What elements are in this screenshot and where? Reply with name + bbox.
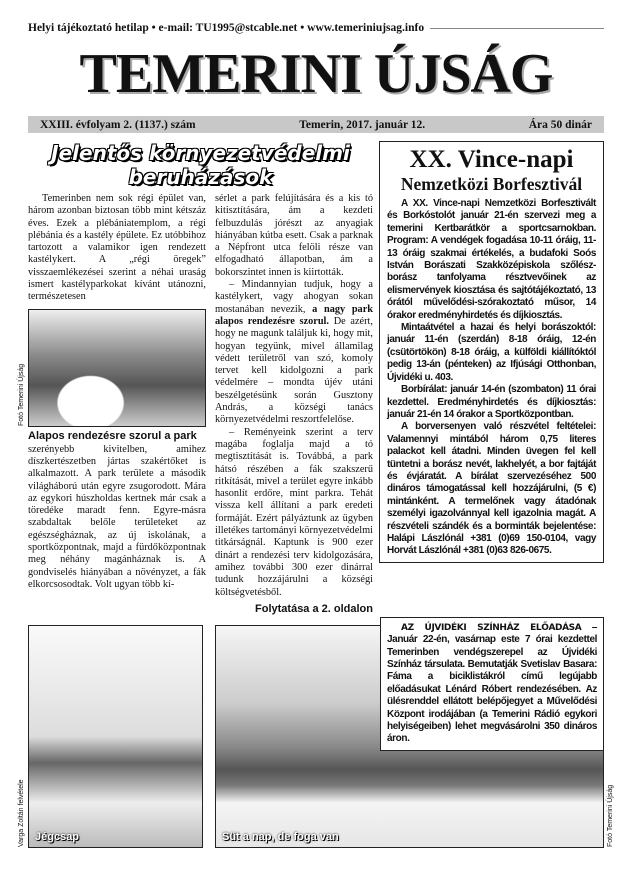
highlight: a nagy park alapos rendezésre szorul.: [215, 303, 373, 327]
box-title: XX. Vince-napi: [409, 146, 574, 173]
photo-caption: Jégcsap: [35, 830, 80, 843]
photo-caption: Alapos rendezésre szorul a park: [28, 429, 197, 442]
main-headline: Jelentős környezetvédelmi beruházások: [51, 141, 350, 189]
theatre-box: AZ ÚJVIDÉKI SZÍNHÁZ ELŐADÁSA – Január 22-én, vasárnap este 7 órai kezdettel Temerinben vendégszerepel az Újvidéki Színház társulata. Bemutatják Svetislav Basara: Fáma a biciklistákról című legújabb előadásukat Lénárd Róbert rendezésében. Az ülésrenddel ellátott belépőjegyet a Művelődési Központ irodájában (a Temerini Rádió egykori helyiségeiben) lehet megvásárolni 350 dináros áron.: [380, 617, 604, 751]
theatre-lead: AZ ÚJVIDÉKI SZÍNHÁZ ELŐADÁSA: [401, 622, 582, 633]
continued-link[interactable]: Folytatása a 2. oldalon: [255, 602, 373, 615]
article-col2: sérlet a park felújítására és a kis tó kitisztítására, ám a kezdeti felbuzdulás jórészt az anyagiak hiányában kútba esett. Csak a parknak a Népfront utca felöli része van elfogadható állapotban, ám a bokorszintet innen is kiirtották. – Mindannyian tudjuk, hogy a kastélykert, vagy ahogyan sokan mostanában nevezik, a nagy park alapos rendezésre szorul. De azért, hogy ne magunk találjuk ki, hogy mit, hogyan tegyünk, mivel államilag védett területről van szó, komoly tervet kell kidolgozni a park védelmére – mondta újév utáni beszélgetésünk során Gusztony András, a községi tanács környezetvédelmi reszortfelelőse. – Reményeink szerint a terv magába foglalja majd a tó megtisztítását is. Továbbá, a park hátsó részében a fák szakszerű ritkítását, mivel a terület egyre inkább hasonlít erdőre, mint parkra. Tehát vissza kell állítani a park eredeti formáját. Ezért pályáztunk az ügyben illetékes tartományi környezetvédelmi titkárságnál. Kaptunk is 900 ezer dinárt a rendezési terv kidolgozására, amihez további 300 ezer dinárral tudunk hozzájárulni a községi költségvetésből. Folytatása a 2. oldalon: [215, 193, 373, 615]
photo-credit: Fotó Temerini Újság: [607, 784, 614, 847]
article-col1: [18, 193, 206, 615]
box-subtitle: Nemzetközi Borfesztivál: [400, 174, 583, 194]
photo-caption: Süt a nap, de foga van: [222, 830, 339, 843]
divider: [430, 28, 604, 29]
photo-credit: Varga Zoltán felvétele: [18, 779, 25, 847]
icicle-photo: [18, 625, 203, 848]
issue-bar: [28, 116, 604, 133]
issue-date: Temerin, 2017. január 12.: [299, 118, 426, 131]
photo-credit: Fotó Temerini Újság: [18, 363, 25, 426]
wine-festival-box: XX. Vince-napi Nemzetközi Borfesztivál A XX. Vince-napi Nemzetközi Borfesztivált és Borkóstolót január 21-én szervezi meg a temerini Kertbarátkör a sportcsarnokban. Program: A vendégek fogadása 10-11 óráig, 11-13 óráig szakmai értékelés, a budafoki Soós István Borászati Szakközépiskola szőlész-borász tanfolyama résztvevőinek az elismervények kiosztása és sajtótájékoztató, 13 órától művelődési-szórakoztató műsor, 14 órakor eredményhirdetés és díjkiosztás. Mintaátvétel a hazai és helyi borászoktól: január 11-én (szerdán) 8-18 óráig, 12-én (csütörtökön) 8-18 óráig, a külföldi kiállítóktól pedig 13-án (pénteken) az Ifjúsági Otthonban, Újvidéki u. 403. Borbírálat: január 14-én (szombaton) 11 órai kezdettel. Eredményhirdetés és díjkiosztás: január 21-én 14 órakor a Sportközpontban. A borversenyen való részvétel feltételei: Valamennyi mintából három 0,75 literes palackot kell átadni. Minden üvegen fel kell tüntetni a borász nevét, lakhelyét, a bor fajtáját és évjáratát. A bírálat szervezéséhez 500 dináros támogatással kell hozzájárulni, (5 €) mintánként. A termelőnek vagy átadónak személyi igazolvánnyal kell igazolnia magát. A részvételi szándék és a borminták bejelentése: Halápi Lászlónál +381 (0)69 150-0104, vagy Horvát Lászlónál +381 (0)63 826-0675.: [379, 141, 604, 563]
main-row: [18, 141, 604, 615]
tagline-row: [28, 22, 604, 34]
article-col1-bottom: szerényebb kivitelben, amihez díszkertészetben jártas szakértőket is alkalmazott. A park területe a második világháború után egyre zsugorodott. Mára az egykori húszholdas kertnek már csak a töredéke maradt fenn. Egyre-másra szabdaltak belőle területeket az egészségháznak, az új iskolának, a sportközpontnak, majd a fürdőközpontnak meg néhány magánháznak is. A gondviselés hiányában a növényzet, a fák elkorcsosodtak. Volt ugyan több kí-: [28, 443, 206, 590]
park-photo: [18, 309, 206, 427]
issue-price: Ára 50 dinár: [528, 118, 592, 131]
issue-number: XXIII. évfolyam 2. (1137.) szám: [40, 118, 196, 131]
masthead-title: TEMERINI ÚJSÁG: [79, 43, 553, 105]
main-article: [18, 141, 373, 615]
tagline: Helyi tájékoztató hetilap • e-mail: TU1995@stcable.net • www.temeriniujsag.info: [28, 22, 425, 34]
bottom-photos: [18, 621, 614, 848]
article-col1-top: Temerinben nem sok régi épület van, három azonban biztosan több mint kétszáz éves. Ezek a plébániatemplom, a régi plébánia és a kastély épülete. Ez utóbbihoz tartozott a valamikor igen rendezett kastélykert. A „régi öregek” visszaemlékezései szerint a néhai uraság ismert kastélyparkokat kívánt utánozni, természetesen: [28, 193, 206, 303]
